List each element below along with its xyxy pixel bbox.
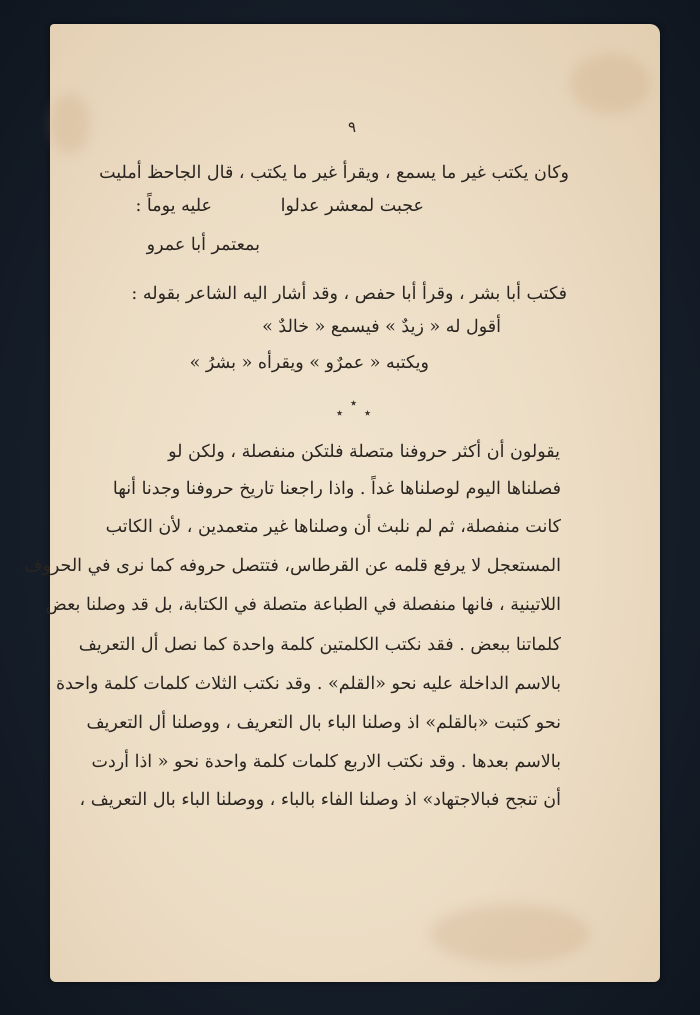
text-line: وكان يكتب غير ما يسمع ، ويقرأ غير ما يكتب ، قال الجاحظ أمليت: [99, 163, 569, 183]
text-line: بالاسم الداخلة عليه نحو «القلم» . وقد نكتب الثلاث كلمات كلمة واحدة: [55, 674, 561, 694]
text-line: يقولون أن أكثر حروفنا متصلة فلتكن منفصلة ، ولكن لو: [168, 442, 560, 462]
section-separator: ٭ ٭ ٭: [336, 396, 372, 421]
verse-line: بمعتمر أبا عمرو: [146, 235, 260, 255]
text-line: بالاسم بعدها . وقد نكتب الاربع كلمات كلمة واحدة نحو « اذا أردت: [91, 752, 561, 772]
text-line: اللاتينية ، فانها منفصلة في الطباعة متصلة في الكتابة، بل قد وصلنا بعض: [45, 595, 561, 615]
text-line: كلماتنا ببعض . فقد نكتب الكلمتين كلمة واحدة كما نصل أل التعريف: [78, 635, 561, 655]
text-line: فكتب أبا بشر ، وقرأ أبا حفص ، وقد أشار اليه الشاعر بقوله :: [131, 284, 567, 304]
paper-stain: [50, 94, 90, 154]
poem-line: أقول له « زيدٌ » فيسمع « خالدٌ »: [262, 317, 501, 337]
poem-line: ويكتبه « عمرٌو » ويقرأه « بشرُ »: [189, 353, 429, 373]
paper-stain: [570, 54, 650, 114]
text-line: نحو كتبت «بالقلم» اذ وصلنا الباء بال التعريف ، ووصلنا أل التعريف: [86, 713, 561, 733]
page-number: ٩: [348, 118, 357, 136]
text-line: أن تنجح فبالاجتهاد» اذ وصلنا الفاء بالباء ، ووصلنا الباء بال التعريف ،: [79, 790, 561, 810]
verse-line: عجبت لمعشر عدلوا: [280, 196, 424, 216]
paper-stain: [430, 904, 590, 964]
text-line: فصلناها اليوم لوصلناها غداً . واذا راجعنا تاريخ حروفنا وجدنا أنها: [112, 479, 561, 499]
text-line: عليه يوماً :: [135, 196, 212, 216]
text-line: كانت منفصلة، ثم لم نلبث أن وصلناها غير متعمدين ، لأن الكاتب: [105, 517, 561, 537]
text-line: المستعجل لا يرفع قلمه عن القرطاس، فتتصل حروفه كما نرى في الحروف: [24, 556, 561, 576]
